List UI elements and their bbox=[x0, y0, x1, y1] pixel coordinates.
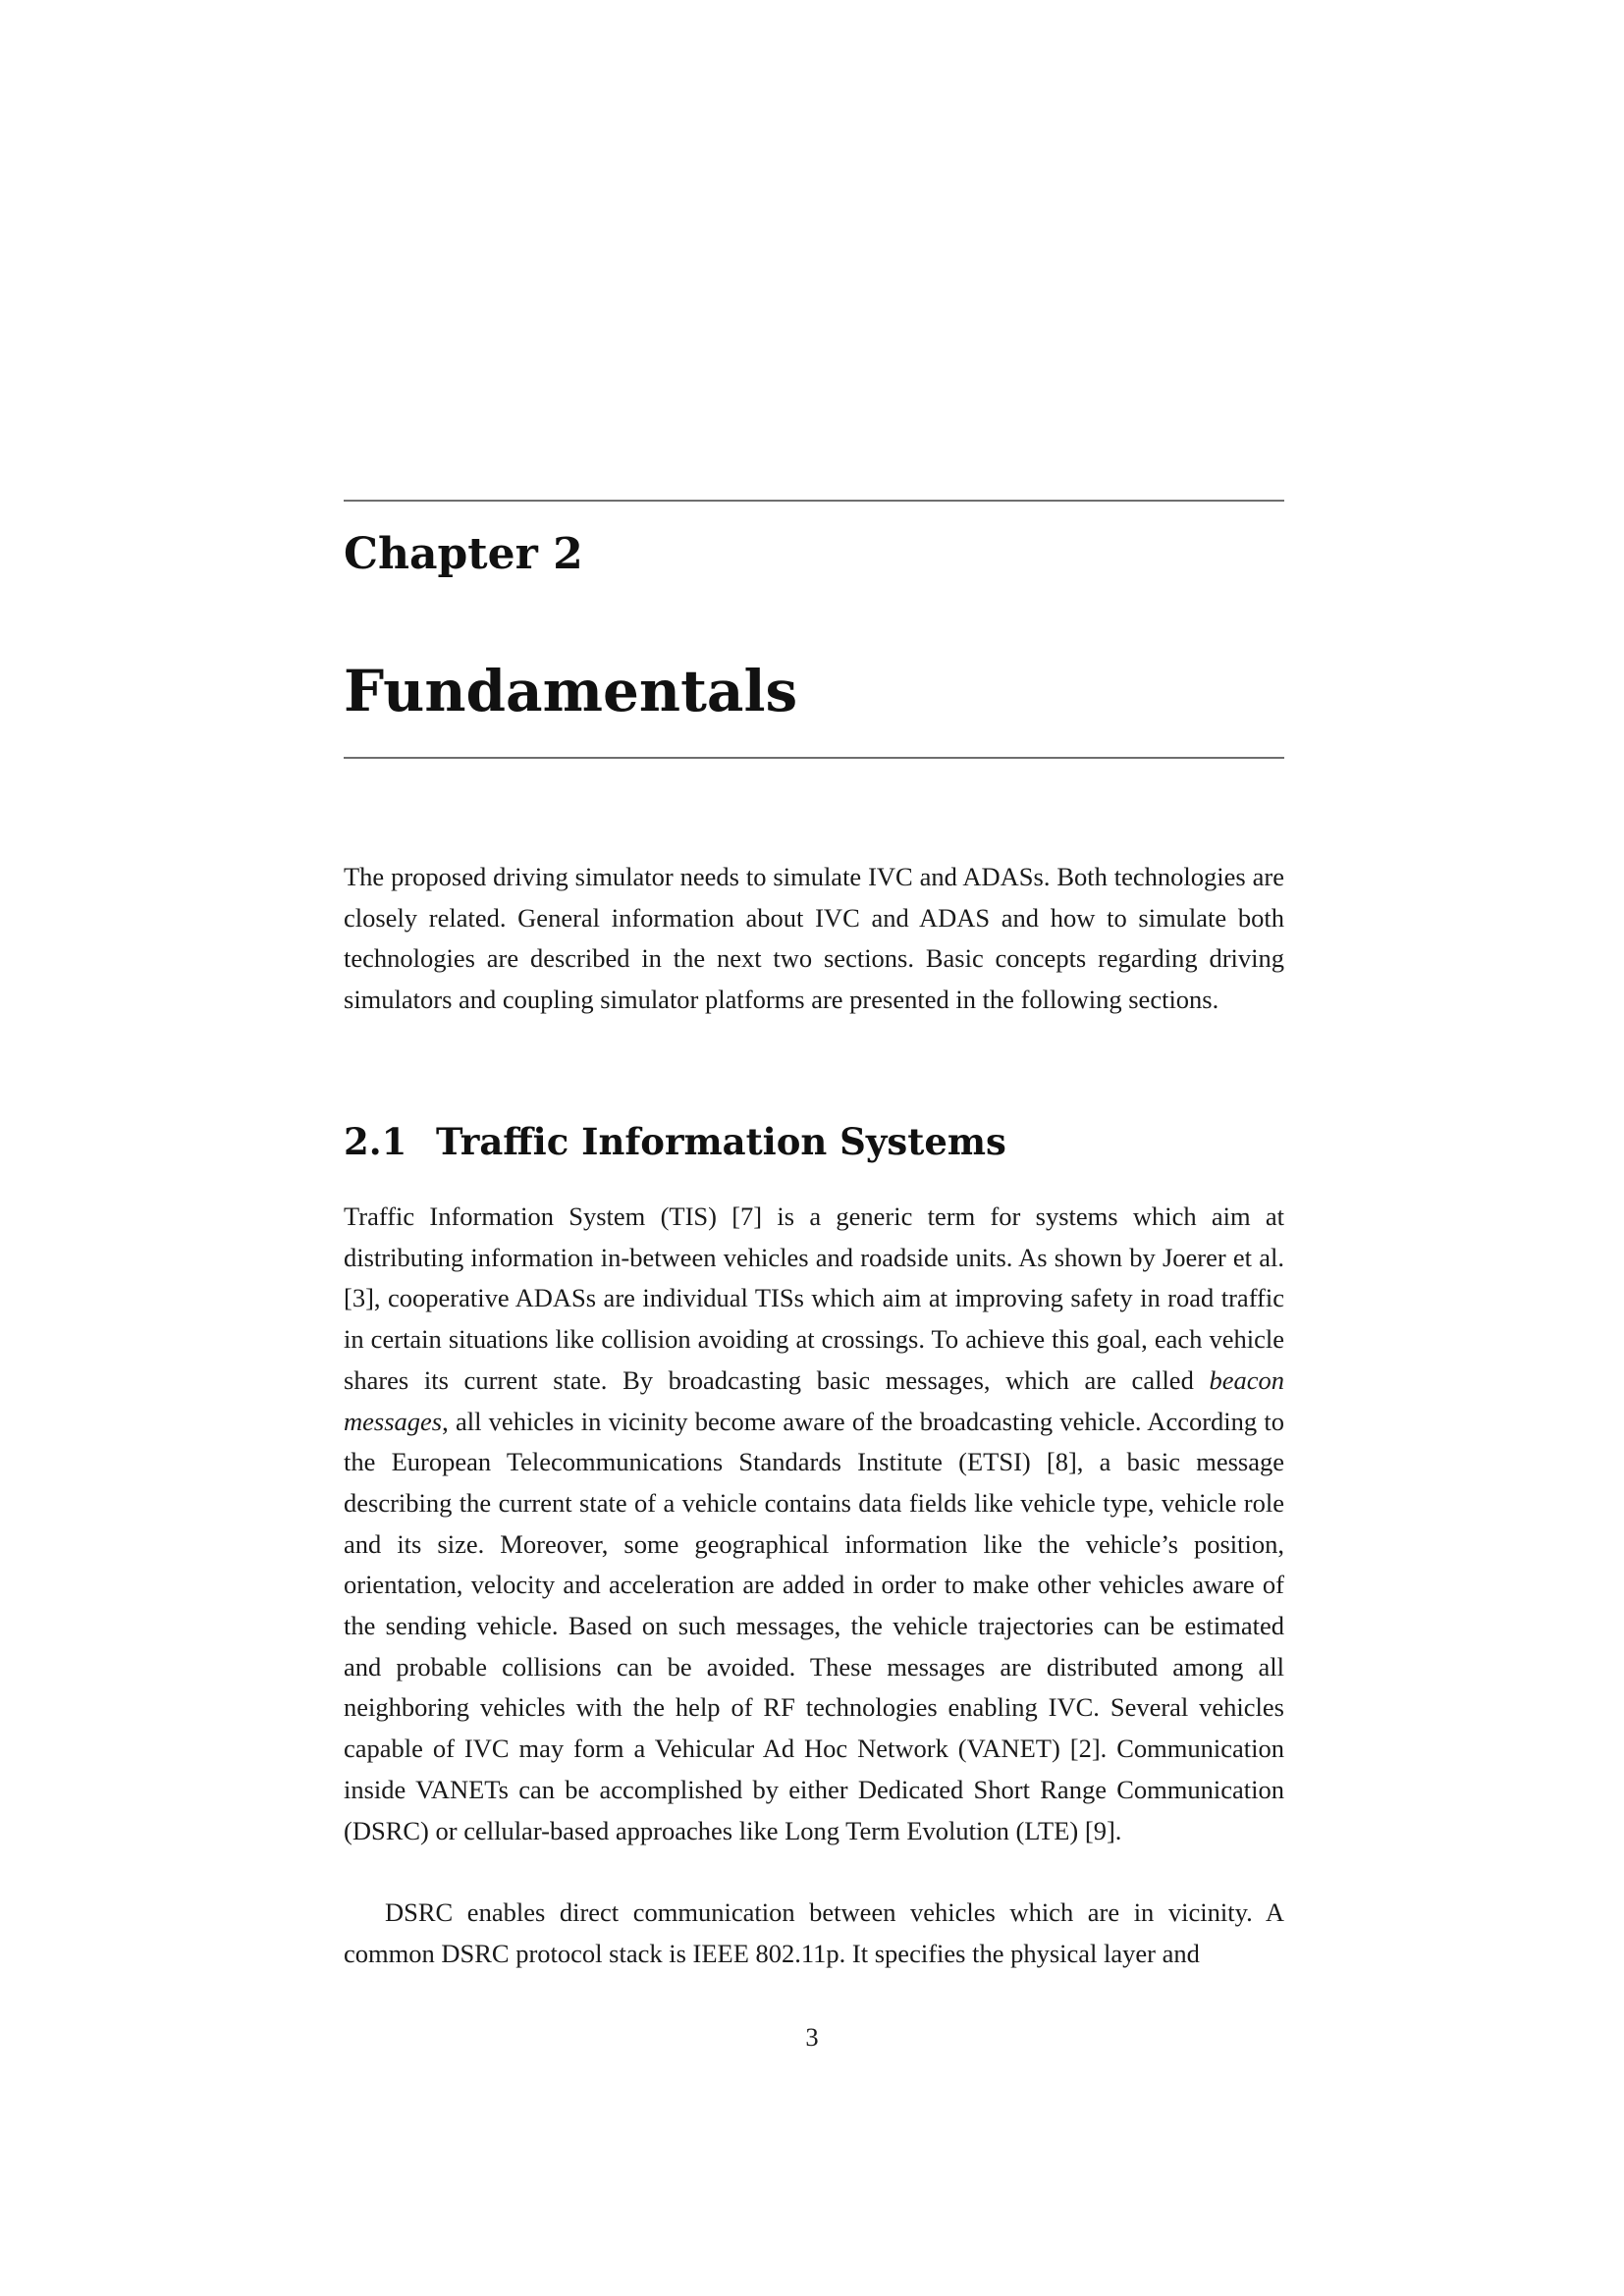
section-heading bbox=[344, 1117, 1006, 1166]
section-number: 2.1 bbox=[344, 1120, 407, 1163]
chapter-label: Chapter 2 bbox=[344, 529, 583, 579]
intro-paragraph: The proposed driving simulator needs to simulate IVC and ADASs. Both technologies are closely related. General information about IVC and ADAS and how to simulate both technologies are described in the next two sections. Basic concepts regarding driving simulators and coupling simulator platforms are presented in the following sections. bbox=[344, 862, 1284, 1015]
section-paragraph-1 bbox=[344, 1197, 1284, 1851]
paragraph-text-part: , all vehicles in vicinity become aware of the broadcasting vehicle. According to the European Telecommunications Standards Institute (ETSI) [8], a basic message describing the current state of a vehicle contains data fields like vehicle type, vehicle role and its size. Moreover, some geographical information like the vehicle’s position, orientation, velocity and acceleration are added in order to make other vehicles aware of the sending vehicle. Based on such messages, the vehicle trajectories can be estimated and probable collisions can be avoided. These messages are distributed among all neighboring vehicles with the help of RF technologies enabling IVC. Several vehicles capable of IVC may form a Vehicular Ad Hoc Network (VANET) [2]. Communication inside VANETs can be accomplished by either Dedicated Short Range Communication (DSRC) or cellular-based approaches like Long Term Evolution (LTE) [9]. bbox=[344, 1406, 1284, 1845]
chapter-bottom-rule bbox=[344, 757, 1284, 759]
paragraph-text-part: Traffic Information System (TIS) [7] is a generic term for systems which aim at distributing information in-between vehicles and roadside units. As shown by Joerer et al. [3], cooperative ADASs are individual TISs which aim at improving safety in road traffic in certain situations like collision avoiding at crossings. To achieve this goal, each vehicle shares its current state. By broadcasting basic messages, which are called bbox=[344, 1201, 1284, 1395]
section-paragraph-2: DSRC enables direct communication between vehicles which are in vicinity. A common DSRC protocol stack is IEEE 802.11p. It specifies the physical layer and bbox=[344, 1897, 1284, 1968]
chapter-top-rule bbox=[344, 500, 1284, 502]
page-number: 3 bbox=[805, 2022, 819, 2052]
emphasized-term: beacon messages bbox=[344, 1364, 1284, 1436]
chapter-title: Fundamentals bbox=[344, 658, 798, 724]
section-title: Traffic Information Systems bbox=[436, 1120, 1006, 1163]
